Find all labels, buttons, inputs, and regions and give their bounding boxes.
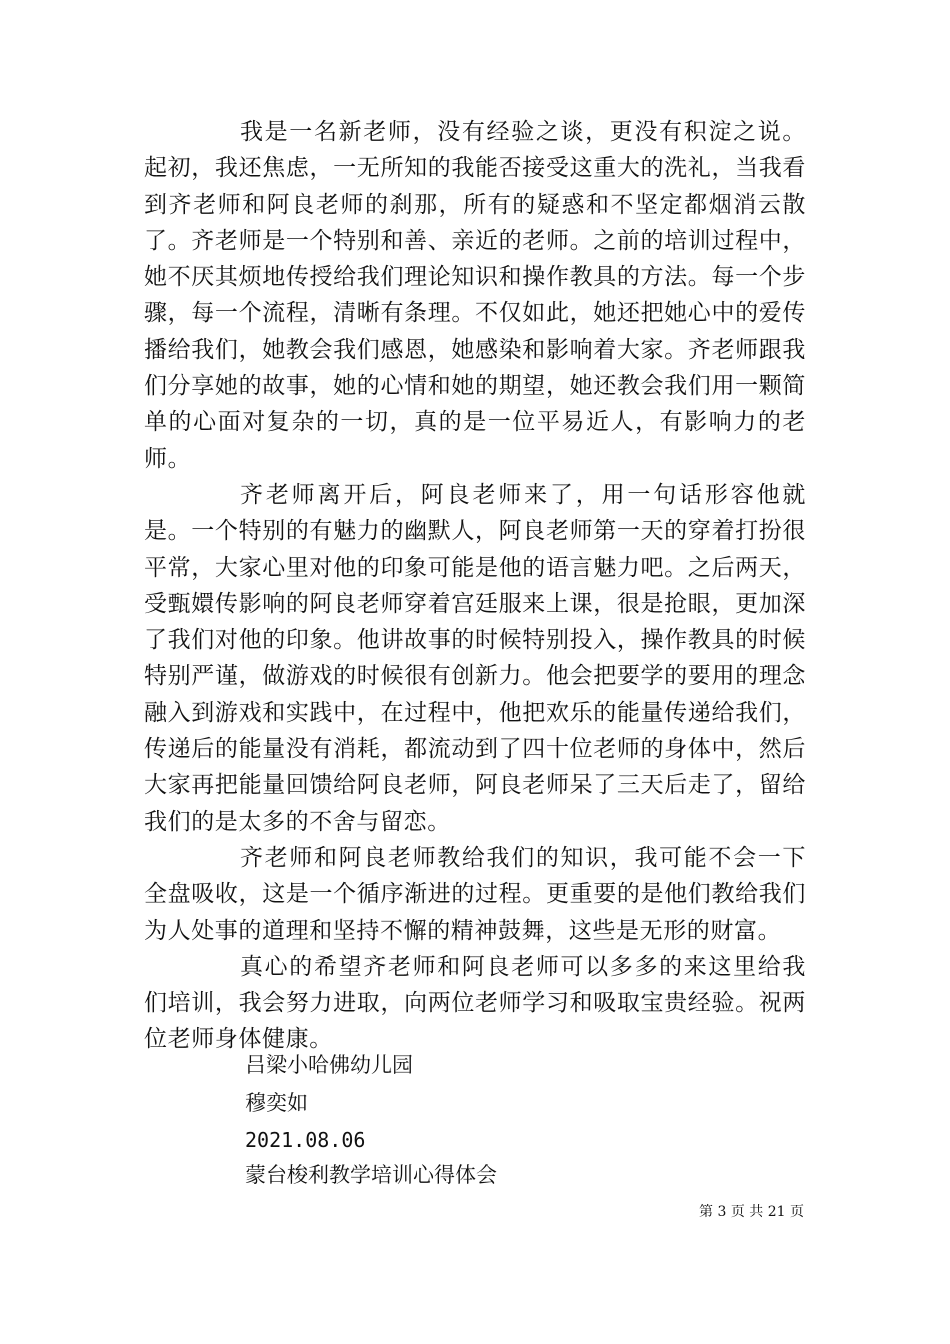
paragraph-2: 齐老师离开后，阿良老师来了，用一句话形容他就是。一个特别的有魅力的幽默人，阿良老师第一天的穿着打扮很平常，大家心里对他的印象可能是他的语言魅力吧。之后两天，受甄嬛传影响的阿良老师穿着宫廷服来上课，很是抢眼，更加深了我们对他的印象。他讲故事的时候特别投入，操作教具的时候特别严谨，做游戏的时候很有创新力。他会把要学的要用的理念融入到游戏和实践中，在过程中，他把欢乐的能量传递给我们，传递后的能量没有消耗，都流动到了四十位老师的身体中，然后大家再把能量回馈给阿良老师，阿良老师呆了三天后走了，留给我们的是太多的不舍与留恋。 bbox=[144, 481, 806, 835]
signature-organization: 吕梁小哈佛幼儿园 bbox=[245, 1053, 413, 1077]
signature-date: 2021.08.06 bbox=[245, 1128, 366, 1152]
page-number-footer: 第 3 页 共 21 页 bbox=[699, 1204, 804, 1220]
next-section-title: 蒙台梭利教学培训心得体会 bbox=[245, 1163, 497, 1187]
paragraph-3: 齐老师和阿良老师教给我们的知识，我可能不会一下全盘吸收，这是一个循序渐进的过程。更重要的是他们教给我们为人处事的道理和坚持不懈的精神鼓舞，这些是无形的财富。 bbox=[144, 844, 806, 944]
paragraph-1: 我是一名新老师，没有经验之谈，更没有积淀之说。起初，我还焦虑，一无所知的我能否接受这重大的洗礼，当我看到齐老师和阿良老师的刹那，所有的疑惑和不坚定都烟消云散了。齐老师是一个特别和善、亲近的老师。之前的培训过程中，她不厌其烦地传授给我们理论知识和操作教具的方法。每一个步骤，每一个流程，清晰有条理。不仅如此，她还把她心中的爱传播给我们，她教会我们感恩，她感染和影响着大家。齐老师跟我们分享她的故事，她的心情和她的期望，她还教会我们用一颗简单的心面对复杂的一切，真的是一位平易近人，有影响力的老师。 bbox=[144, 119, 806, 472]
signature-author: 穆奕如 bbox=[245, 1091, 308, 1115]
document-body bbox=[144, 114, 806, 1058]
paragraph-4: 真心的希望齐老师和阿良老师可以多多的来这里给我们培训，我会努力进取，向两位老师学习和吸取宝贵经验。祝两位老师身体健康。 bbox=[144, 953, 806, 1053]
